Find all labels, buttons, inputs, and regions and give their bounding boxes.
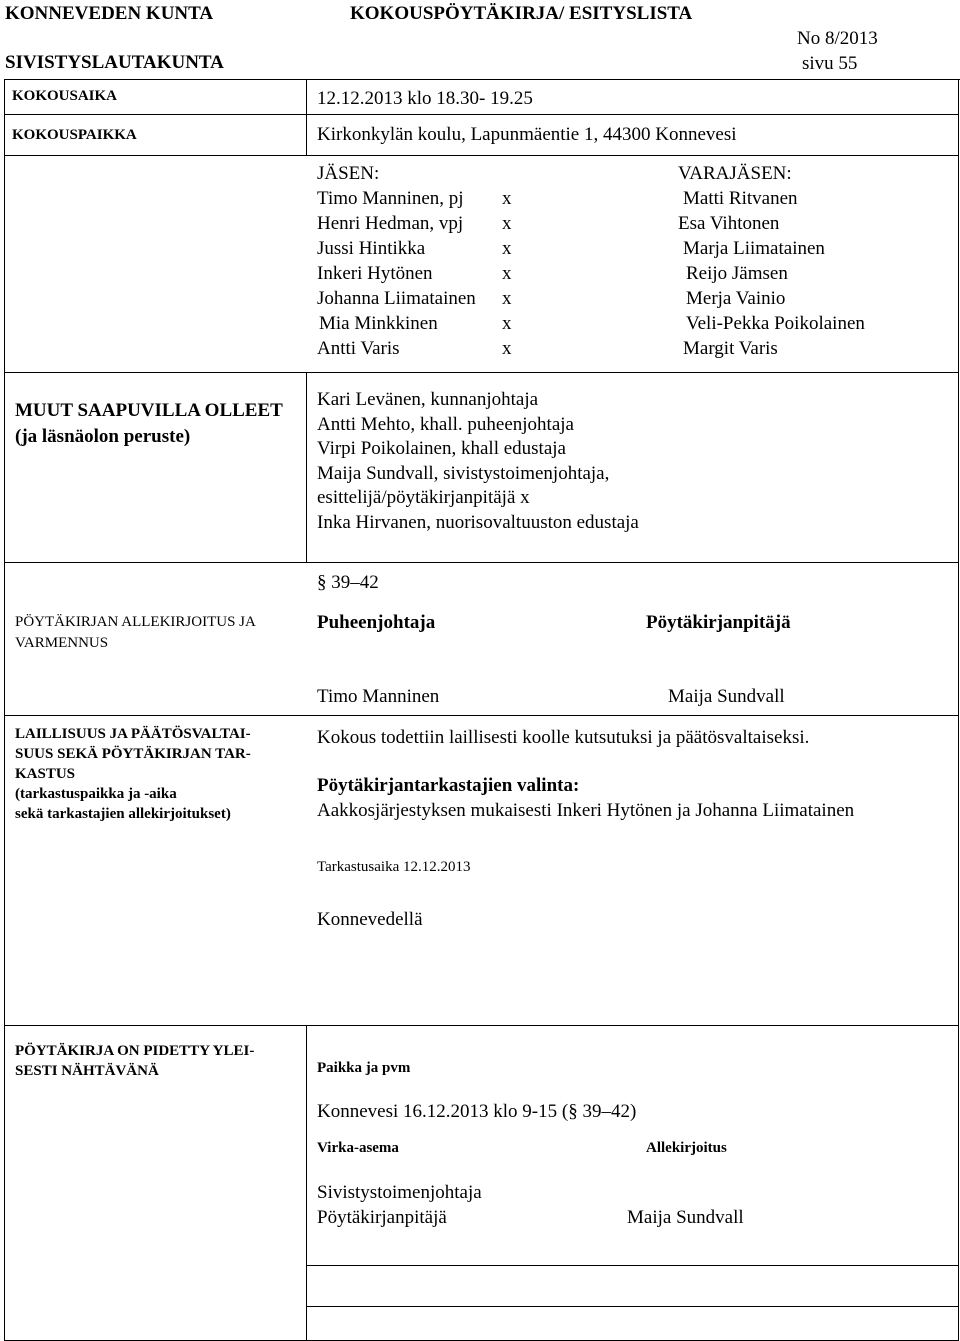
position-label: Virka-asema	[317, 1140, 399, 1156]
deputy-name: Merja Vainio	[686, 288, 786, 309]
legality-statement: Kokous todettiin laillisesti koolle kutsutuksi ja päätösvaltaiseksi.	[317, 727, 810, 748]
deputy-name: Reijo Jämsen	[686, 263, 788, 284]
document-type: KOKOUSPÖYTÄKIRJA/ ESITYSLISTA	[350, 3, 693, 24]
position-2: Pöytäkirjanpitäjä	[317, 1207, 447, 1228]
page-number: sivu 55	[802, 53, 858, 74]
divider	[4, 715, 959, 716]
member-name: Jussi Hintikka	[317, 238, 426, 259]
board-name: SIVISTYSLAUTAKUNTA	[5, 52, 224, 73]
legality-label-line: KASTUS	[15, 766, 76, 782]
public-display-label-line: PÖYTÄKIRJA ON PIDETTY YLEI-	[15, 1043, 255, 1059]
attendee-line: Maija Sundvall, sivistystoimenjohtaja,	[317, 462, 610, 484]
column-divider	[306, 79, 307, 155]
public-display-label	[15, 1041, 254, 1081]
document-number: No 8/2013	[797, 28, 878, 49]
meeting-place-value: Kirkonkylän koulu, Lapunmäentie 1, 44300 Konnevesi	[317, 124, 737, 145]
signer-name: Maija Sundvall	[627, 1207, 744, 1228]
meeting-time-value: 12.12.2013 klo 18.30- 19.25	[317, 88, 533, 109]
member-presence-mark: x	[502, 338, 512, 359]
deputy-name: Esa Vihtonen	[678, 213, 780, 234]
member-name: Johanna Liimatainen	[317, 288, 476, 309]
member-name: Timo Manninen, pj	[317, 188, 464, 209]
attendee-line: Virpi Poikolainen, khall edustaja	[317, 438, 566, 459]
member-presence-mark: x	[502, 288, 512, 309]
divider	[306, 1306, 959, 1307]
divider	[4, 562, 959, 563]
position-1: Sivistystoimenjohtaja	[317, 1182, 482, 1203]
divider	[4, 114, 959, 115]
deputy-name: Marja Liimatainen	[683, 238, 825, 259]
members-header: JÄSEN:	[317, 163, 380, 184]
legality-label	[15, 724, 251, 824]
divider	[4, 1025, 959, 1026]
legality-label-line: sekä tarkastajien allekirjoitukset)	[15, 806, 231, 822]
inspectors-heading: Pöytäkirjantarkastajien valinta:	[317, 775, 580, 796]
member-presence-mark: x	[502, 188, 512, 209]
inspectors-text: Aakkosjärjestyksen mukaisesti Inkeri Hytönen ja Johanna Liimatainen	[317, 800, 855, 821]
place-date-label: Paikka ja pvm	[317, 1060, 411, 1076]
member-presence-mark: x	[502, 313, 512, 334]
secretary-name: Maija Sundvall	[668, 686, 785, 707]
member-name: Mia Minkkinen	[319, 313, 438, 334]
member-name: Antti Varis	[317, 338, 400, 359]
public-display-label-line: SESTI NÄHTÄVÄNÄ	[15, 1063, 159, 1079]
meeting-time-label: KOKOUSAIKA	[12, 88, 118, 104]
divider	[4, 155, 959, 156]
member-name: Henri Hedman, vpj	[317, 213, 464, 234]
attendee-line: Inka Hirvanen, nuorisovaltuuston edustaja	[317, 511, 639, 533]
legality-label-line: LAILLISUUS JA PÄÄTÖSVALTAI-	[15, 726, 251, 742]
frame-right	[958, 79, 959, 1341]
deputies-header: VARAJÄSEN:	[678, 163, 792, 184]
column-divider	[306, 1025, 307, 1341]
place-date-value: Konnevesi 16.12.2013 klo 9-15 (§ 39–42)	[317, 1101, 637, 1122]
check-place: Konnevedellä	[317, 909, 423, 930]
member-presence-mark: x	[502, 213, 512, 234]
meeting-place-label: KOKOUSPAIKKA	[12, 127, 137, 143]
attendee-line: esittelijä/pöytäkirjanpitäjä x	[317, 487, 530, 508]
divider	[4, 372, 959, 373]
sections-range: § 39–42	[317, 572, 379, 593]
chair-title: Puheenjohtaja	[317, 612, 436, 633]
divider	[4, 79, 960, 80]
signature-label: PÖYTÄKIRJAN ALLEKIRJOITUS JA VARMENNUS	[15, 614, 256, 651]
deputy-name: Margit Varis	[683, 338, 778, 359]
signature-column-label: Allekirjoitus	[646, 1140, 727, 1156]
attendee-line: Kari Levänen, kunnanjohtaja	[317, 389, 539, 410]
deputy-name: Veli-Pekka Poikolainen	[686, 313, 865, 334]
attendee-line: Antti Mehto, khall. puheenjohtaja	[317, 413, 574, 435]
deputy-name: Matti Ritvanen	[683, 188, 798, 209]
check-time: Tarkastusaika 12.12.2013	[317, 859, 471, 875]
column-divider	[306, 372, 307, 562]
divider	[306, 1265, 959, 1266]
municipality-name: KONNEVEDEN KUNTA	[5, 3, 214, 24]
member-presence-mark: x	[502, 263, 512, 284]
member-presence-mark: x	[502, 238, 512, 259]
member-name: Inkeri Hytönen	[317, 263, 433, 284]
legality-label-line: SUUS SEKÄ PÖYTÄKIRJAN TAR-	[15, 746, 251, 762]
chair-name: Timo Manninen	[317, 686, 440, 707]
others-present-label: MUUT SAAPUVILLA OLLEET (ja läsnäolon peruste)	[15, 400, 283, 447]
frame-left	[4, 79, 5, 1341]
secretary-title: Pöytäkirjanpitäjä	[646, 612, 791, 633]
legality-label-line: (tarkastuspaikka ja -aika	[15, 786, 177, 802]
